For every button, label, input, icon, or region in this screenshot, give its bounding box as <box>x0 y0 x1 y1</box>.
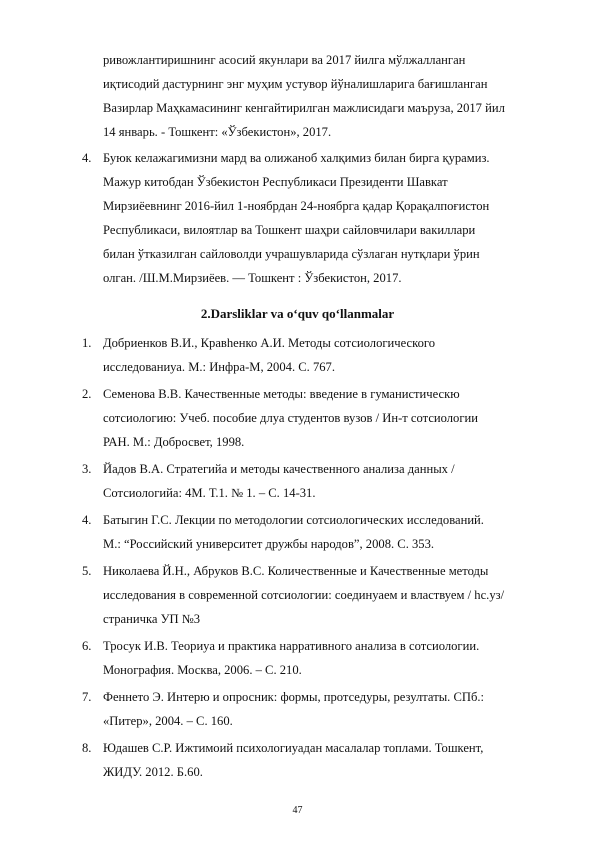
item-number: 4. <box>82 513 92 527</box>
text-line: Сотсиологийа: 4М. Т.1. № 1. – С. 14-31. <box>103 486 316 500</box>
text-line: олган. /Ш.М.Мирзиёев. — Тошкент : Ўзбекистон, 2017. <box>103 271 402 285</box>
item-number: 7. <box>82 690 92 704</box>
item-number: 1. <box>82 336 92 350</box>
text-line: страничка УП №3 <box>103 612 201 626</box>
text-line: Семенова В.В. Качественные методы: введение в гуманистическю <box>103 387 460 401</box>
text-line: М.: “Российский университет дружбы народов”, 2008. С. 353. <box>103 537 435 551</box>
text-line: Вазирлар Маҳкамасининг кенгайтирилган мажлисидаги маъруза, 2017 йил <box>103 101 505 115</box>
text-line: сотсиологию: Учеб. пособие длуа студентов вузов / Ин-т сотсиологии <box>103 411 479 425</box>
section-heading: 2.Darsliklar va o‘quv qo‘llanmalar <box>200 306 395 321</box>
text-line: ЖИДУ. 2012. Б.60. <box>103 765 203 779</box>
text-line: Добриенков В.И., Кравhенко А.И. Методы сотсиологического <box>103 336 436 350</box>
text-line: билан ўтказилган сайловолди учрашувларида сўзлаган нутқлари ўрин <box>103 247 480 261</box>
text-line: «Питер», 2004. – С. 160. <box>103 714 233 728</box>
text-line: Йадов В.А. Стратегийа и методы качественного анализа данных / <box>103 462 455 476</box>
text-line: Мажур китобдан Ўзбекистон Республикаси Президенти Шавкат <box>103 175 448 189</box>
text-line: Буюк келажагимизни мард ва олижаноб халқимиз билан бирга қурамиз. <box>103 151 490 165</box>
text-line: исследования в современной сотсиологии: соединуаем и властвуем / hс.уз/ <box>103 588 505 602</box>
text-line: Юдашев С.Р. Ижтимоий психологиуадан масалалар топлами. Тошкент, <box>103 741 484 755</box>
item-number: 6. <box>82 639 92 653</box>
item-number: 4. <box>82 151 92 165</box>
text-line: иқтисодий дастурнинг энг муҳим устувор йўналишларига бағишланган <box>103 77 488 91</box>
text-line: ривожлантиришнинг асосий якунлари ва 2017 йилга мўлжалланган <box>103 53 466 67</box>
page-number: 47 <box>292 805 303 816</box>
text-line: Батыгин Г.С. Лекции по методологии сотсиологических исследований. <box>103 513 484 527</box>
text-line: Республикаси, вилоятлар ва Тошкент шаҳри сайловчилари вакиллари <box>103 223 476 237</box>
text-line: Николаева Й.Н., Абруков В.С. Количественные и Качественные методы <box>103 564 489 578</box>
text-line: 14 январь. - Тошкент: «Ўзбекистон», 2017. <box>103 125 332 139</box>
item-number: 2. <box>82 387 92 401</box>
text-line: Феннето Э. Интерю и опросник: формы, протседуры, резултаты. СПб.: <box>103 690 485 704</box>
text-line: Тросук И.В. Теориуа и практика нарративного анализа в сотсиологии. <box>103 639 480 653</box>
item-number: 8. <box>82 741 92 755</box>
item-number: 5. <box>82 564 92 578</box>
text-line: Мирзиёевнинг 2016-йил 1-ноябрдан 24-ноябрга қадар Қорақалпоғистон <box>103 199 490 213</box>
text-line: исследованиуа. М.: Инфра-М, 2004. С. 767. <box>103 360 335 374</box>
text-line: РАН. М.: Добросвет, 1998. <box>103 435 245 449</box>
item-number: 3. <box>82 462 92 476</box>
text-line: Монография. Москва, 2006. – С. 210. <box>103 663 302 677</box>
